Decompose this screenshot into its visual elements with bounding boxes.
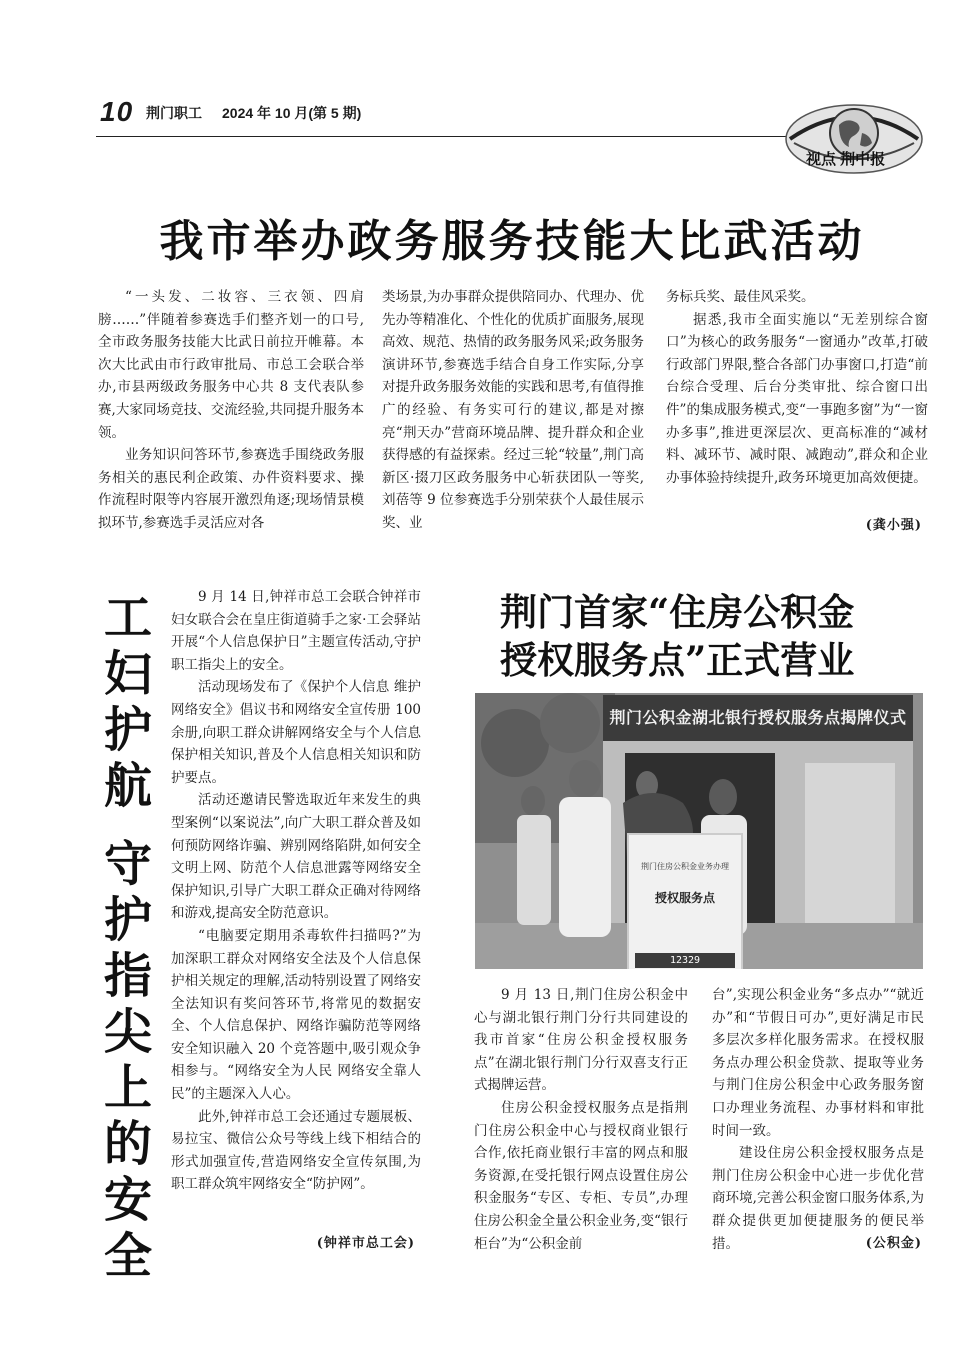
publication-name: 荆门职工 — [146, 105, 202, 121]
paragraph: 活动现场发布了《保护个人信息 维护网络安全》倡议书和网络安全宣传册 100 余册,向职工群众讲解网络安全与个人信息保护相关知识,普及个人信息相关知识和防护要点。 — [171, 679, 421, 786]
article2-byline: (钟祥市总工会) — [316, 1236, 415, 1251]
article2-body — [171, 586, 421, 1196]
paragraph: “电脑要定期用杀毒软件扫描吗?”为加深职工群众对网络安全法及个人信息保护相关规定的理解,活动特别设置了网络安全法知识有奖问答环节,将常见的数据安全、个人信息保护、网络诈骗防范等网络安全知识融入 20 个竞答题中,吸引观众争相参与。“网络安全为人民 网络安全靠人民”的主题深入人心。 — [171, 927, 421, 1103]
section-badge: 视点 荆中报 — [806, 151, 886, 168]
article1-column-3 — [666, 286, 928, 489]
sign-hotline: 12329 — [635, 953, 735, 968]
paragraph: 此外,钟祥市总工会还通过专题展板、易拉宝、微信公众号等线上线下相结合的形式加强宣传,营造网络安全宣传氛围,为职工群众筑牢网络安全“防护网”。 — [171, 1108, 421, 1193]
paragraph: 台”,实现公积金业务“多点办”“就近办”和“节假日可办”,更好满足市民多层次多样化服务需求。在授权服务点办理公积金贷款、提取等业务与荆门住房公积金中心政务服务窗口办理业务流程、办事材料和审批时间一致。 — [712, 987, 924, 1139]
article2-title-part1: 工妇护航 — [103, 590, 152, 814]
article2-title-part2: 守护指尖上的安全 — [103, 836, 152, 1284]
article3-title-line1: 荆门首家“住房公积金 — [500, 590, 855, 634]
article1-byline: (龚小强) — [865, 518, 922, 533]
paragraph: 务标兵奖、最佳风采奖。 — [666, 289, 815, 305]
paragraph: 类场景,为办事群众提供陪同办、代理办、优先办等精准化、个性化的优质扩面服务,展现高效、规范、热情的政务服务风采;政务服务演讲环节,参赛选手结合自身工作实际,分享对提升政务服务效能的实践和思考,有值得推广的经验、有务实可行的建议,都是对擦亮“荆天办”营商环境品牌、提升群众和企业获得感的有益探索。经过三轮“较量”,荆门高新区·掇刀区政务服务中心斩获团队一等奖,刘蓓等 9 位参赛选手分别荣获个人最佳展示奖、业 — [382, 289, 644, 531]
header-rule — [96, 136, 796, 137]
article-title-skills-contest: 我市举办政务服务技能大比武活动 — [159, 216, 865, 267]
article3-title-line2: 授权服务点”正式营业 — [500, 638, 855, 682]
paragraph: 业务知识问答环节,参赛选手围绕政务服务相关的惠民利企政策、办件资料要求、操作流程时限等内容展开激烈角逐;现场情景模拟环节,参赛选手灵活应对各 — [98, 447, 364, 531]
paragraph: 9 月 13 日,荆门住房公积金中心与湖北银行荆门分行共同建设的我市首家“住房公积金授权服务点”在湖北银行荆门分行双喜支行正式揭牌运营。 — [474, 987, 688, 1094]
article3-title — [500, 588, 920, 684]
article3-column-1 — [474, 984, 688, 1255]
paragraph: 据悉,我市全面实施以“无差别综合窗口”为核心的政务服务“一窗通办”改革,打破行政部门界限,整合各部门办事窗口,打造“前台综合受理、后台分类审批、综合窗口出件”的集成服务模式,变“一事跑多窗”为“一窗办多事”,推进更深层次、更高标准的“减材料、减环节、减时限、减跑动”,群众和企业办事体验持续提升,政务环境更加高效便捷。 — [666, 311, 928, 486]
paragraph: 活动还邀请民警选取近年来发生的典型案例“以案说法”,向广大职工群众普及如何预防网络诈骗、辨别网络陷阱,如何安全文明上网、防范个人信息泄露等网络安全保护知识,引导广大职工群众正确对待网络和游戏,提高安全防范意识。 — [171, 792, 421, 922]
event-photo — [475, 693, 923, 969]
article3-byline: (公积金) — [865, 1236, 922, 1251]
paragraph: 9 月 14 日,钟祥市总工会联合钟祥市妇女联合会在皇庄街道骑手之家·工会驿站开展“个人信息保护日”主题宣传活动,守护职工指尖上的安全。 — [171, 589, 421, 673]
sign-organization: 荆门住房公积金业务办理 — [641, 862, 729, 871]
paragraph: 住房公积金授权服务点是指荆门住房公积金中心与授权商业银行合作,依托商业银行丰富的网点和服务资源,在受托银行网点设置住房公积金服务“专区、专柜、专员”,办理住房公积金全量公积金业务,变“银行柜台”为“公积金前 — [474, 1099, 688, 1252]
page-number: 10 — [100, 96, 134, 127]
article3-column-2 — [712, 984, 924, 1255]
ceremony-banner: 荆门公积金湖北银行授权服务点揭牌仪式 — [603, 695, 913, 741]
paragraph: “一头发、二妆容、三衣领、四肩膀……”伴随着参赛选手们整齐划一的口号,全市政务服务技能大比武日前拉开帷幕。本次大比武由市行政审批局、市总工会联合举办,市县两级政务服务中心共 8 支代表队参赛,大家同场竞技、交流经验,共同提升服务本领。 — [98, 289, 364, 441]
paragraph: 建设住房公积金授权服务点是荆门住房公积金中心进一步优化营商环境,完善公积金窗口服务体系,为群众提供更加便捷服务的便民举措。 — [712, 1145, 924, 1252]
service-point-sign — [627, 833, 743, 969]
sign-label: 授权服务点 — [654, 891, 715, 905]
article1-column-2 — [382, 286, 644, 535]
article1-column-1 — [98, 286, 364, 535]
issue-date: 2024 年 10 月(第 5 期) — [222, 105, 362, 121]
